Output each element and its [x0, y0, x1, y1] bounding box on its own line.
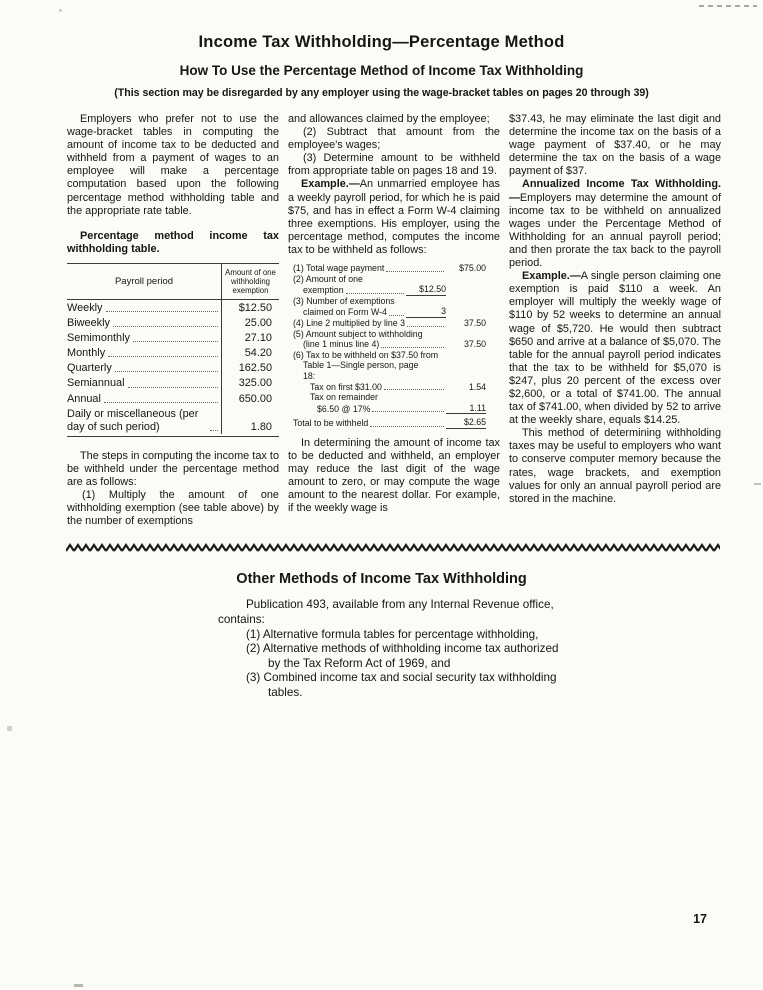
computation-table	[288, 263, 500, 429]
dot-leader	[372, 411, 444, 412]
dot-leader	[133, 341, 218, 342]
payroll-period-cell: Weekly	[67, 301, 103, 314]
payroll-period-cell: Annual	[67, 392, 101, 405]
computation-text: (4) Line 2 multiplied by line 3	[293, 318, 405, 328]
computation-text: (5) Amount subject to withholding	[293, 328, 423, 339]
computation-mid-value: 3	[406, 306, 446, 318]
page-number: 17	[693, 912, 707, 926]
dot-leader	[370, 426, 444, 427]
exemption-amount-cell: 54.20	[221, 345, 279, 360]
computation-line	[293, 350, 486, 361]
exemption-amount-cell: 25.00	[221, 315, 279, 330]
three-column-body	[0, 99, 763, 528]
dot-leader	[106, 311, 218, 312]
column-header-payroll-period: Payroll period	[114, 275, 174, 287]
withholding-table	[67, 263, 279, 437]
computation-text: 18:	[303, 370, 316, 381]
computation-text: (1) Total wage payment	[293, 263, 385, 274]
table-row	[67, 360, 279, 375]
section2-title: Other Methods of Income Tax Withholding	[236, 571, 527, 588]
table-row	[67, 375, 279, 390]
dot-leader	[407, 326, 444, 327]
example-heading: Example.—	[301, 178, 360, 191]
step-1: (1) Multiply the amount of one withholding exemption (see table above) by the number of exemptions	[67, 489, 279, 528]
computation-line	[293, 263, 486, 274]
computation-text: Tax on remainder	[310, 392, 378, 403]
zigzag-divider-icon	[66, 543, 720, 553]
computation-line	[293, 339, 486, 350]
example-text: An unmarried employee has a weekly payroll period, for which he is paid $75, and has in effect a Form W-4 claiming three exemptions. His employer, using the percentage method, computes the income tax to be withheld as follows:	[288, 178, 500, 256]
table-row	[67, 330, 279, 345]
payroll-period-cell: Semiannual	[67, 377, 125, 390]
computation-line	[293, 306, 486, 318]
paragraph-rounding: In determining the amount of income tax to be deducted and withheld, an employer may reduce the last digit of the wage amount to zero, or may compute the wage amount to the nearest dollar. For example, if the weekly wage is	[288, 436, 500, 515]
computation-right-value: 37.50	[463, 318, 486, 328]
computation-line	[293, 392, 486, 403]
scan-artifact	[699, 5, 757, 7]
publication-block	[218, 598, 568, 700]
step-3: (3) Determine amount to be withheld from appropriate table on pages 18 and 19.	[288, 152, 500, 178]
publication-item: (3) Combined income tax and social security tax withholding tables.	[246, 671, 557, 699]
scan-artifact	[74, 984, 83, 987]
publication-item: (1) Alternative formula tables for percentage withholding,	[246, 627, 539, 641]
column-3	[509, 113, 721, 528]
computation-text: claimed on Form W-4	[303, 307, 387, 318]
exemption-amount-cell: 162.50	[221, 360, 279, 375]
computation-line	[293, 360, 486, 371]
exemption-amount-cell: 27.10	[221, 330, 279, 345]
annualized-text: Employers may determine the amount of income tax to be withheld on annualized wages under the Percentage Method of Withholding for an annual payroll period; and then prorate the tax back to the payroll period.	[509, 191, 721, 270]
dot-leader	[128, 387, 218, 388]
page-header	[0, 0, 763, 99]
computation-right-value: $2.65	[446, 417, 486, 429]
computation-line	[293, 403, 486, 415]
step-2: (2) Subtract that amount from the employee's wages;	[288, 126, 500, 152]
publication-intro: Publication 493, available from any Internal Revenue office, contains:	[218, 598, 554, 626]
annualized-paragraph	[509, 178, 721, 270]
payroll-period-cell: Daily or miscellaneous (per day of such period)	[67, 407, 199, 433]
dot-leader	[389, 315, 404, 316]
example-text: A single person claiming one exemption is paid $110 a week. An employer will multiply the weekly wage of $110 by 52 weeks to determine an annual wage of $5,720. He would then subtract $650 and arrive at a balance of $5,070. The table for the annual payroll period indicates that the tax to be withheld for $5,070 is $247, plus 20 percent of the excess over $2,600, or a total of $741.00. The annual tax of $741.00, when divided by 52 to arrive at the weekly share, equals $14.25.	[509, 270, 721, 427]
exemption-amount-cell: 325.00	[221, 375, 279, 390]
computation-line	[293, 296, 486, 307]
table-row	[67, 391, 279, 406]
column-1	[67, 113, 279, 528]
computation-line	[293, 417, 486, 429]
computation-line	[293, 318, 486, 329]
computation-line	[293, 382, 486, 393]
example-paragraph	[509, 270, 721, 427]
computation-text: (2) Amount of one	[293, 273, 363, 284]
computation-line	[293, 371, 486, 382]
computation-text: (6) Tax to be withheld on $37.50 from	[293, 349, 439, 360]
publication-item: (2) Alternative methods of withholding income tax authorized by the Tax Reform Act of 1969, and	[246, 642, 559, 670]
dot-leader	[384, 389, 444, 390]
payroll-period-cell: Biweekly	[67, 317, 110, 330]
paragraph-continuation: $37.43, he may eliminate the last digit and determine the income tax on the basis of a wage payment of $37.40, or he may determine the tax on the basis of a wage payment of $37.	[509, 113, 721, 178]
disregard-note: (This section may be disregarded by any employer using the wage-bracket tables on pages 20 through 39)	[114, 87, 649, 99]
dot-leader	[115, 371, 218, 372]
computation-text: exemption	[303, 285, 344, 296]
computation-right-value: $75.00	[459, 263, 486, 274]
dot-leader	[381, 347, 444, 348]
computation-line	[293, 329, 486, 340]
computation-text: Total to be withheld	[293, 418, 369, 429]
scan-artifact	[754, 483, 761, 485]
annualized-heading: Annualized Income Tax Withholding.—	[509, 178, 721, 204]
dot-leader	[113, 326, 218, 327]
computation-text: $6.50 @ 17%	[317, 403, 371, 414]
table-row	[67, 300, 279, 315]
table-row	[67, 315, 279, 330]
dot-leader	[108, 356, 218, 357]
payroll-period-cell: Monthly	[67, 347, 106, 360]
paragraph-computer-memory: This method of determining withholding taxes may be useful to employers who want to conserve computer memory because the rates, wage brackets, and exemption values for only an annual payroll period are stored in the machine.	[509, 427, 721, 505]
payroll-period-cell: Quarterly	[67, 362, 112, 375]
computation-text: Tax on first $31.00	[310, 381, 382, 392]
example-paragraph	[288, 178, 500, 257]
scan-artifact	[7, 726, 12, 731]
dot-leader	[346, 293, 404, 294]
computation-right-value: 1.54	[468, 381, 486, 392]
withholding-table-body	[67, 300, 279, 436]
exemption-amount-cell: $12.50	[221, 300, 279, 315]
column-2	[288, 113, 500, 528]
table-row	[67, 406, 279, 434]
dot-leader	[386, 271, 444, 272]
table-caption: Percentage method income tax withholding table.	[67, 229, 279, 255]
computation-text: Table 1—Single person, page	[303, 360, 419, 371]
divider-row	[0, 528, 763, 558]
dot-leader	[210, 430, 218, 431]
paragraph-continuation: and allowances claimed by the employee;	[288, 113, 490, 125]
exemption-amount-cell: 1.80	[221, 406, 279, 434]
computation-right-value: 1.11	[446, 403, 486, 415]
payroll-period-cell: Semimonthly	[67, 332, 130, 345]
computation-right-value: 37.50	[463, 339, 486, 350]
dot-leader	[104, 402, 218, 403]
example-heading: Example.—	[522, 270, 581, 283]
page-title: Income Tax Withholding—Percentage Method	[198, 33, 565, 51]
computation-mid-value: $12.50	[406, 284, 446, 296]
scan-artifact	[59, 9, 62, 12]
paragraph-steps-intro: The steps in computing the income tax to be withheld under the percentage method are as follows:	[67, 449, 279, 488]
section-subtitle: How To Use the Percentage Method of Income Tax Withholding	[179, 63, 584, 78]
column-header-exemption-amount: Amount of one withholding exemption	[221, 264, 279, 299]
exemption-amount-cell: 650.00	[221, 391, 279, 406]
computation-line	[293, 284, 486, 296]
paragraph-employers-prefer: Employers who prefer not to use the wage-bracket tables in computing the amount of income tax to be deducted and withheld from a payment of wages to an employee will make a percentage computation based upon the following percentage method withholding table and the appropriate rate table.	[67, 113, 279, 217]
withholding-table-header	[67, 264, 279, 300]
computation-line	[293, 274, 486, 285]
table-row	[67, 345, 279, 360]
computation-text: (3) Number of exemptions	[293, 295, 395, 306]
computation-text: (line 1 minus line 4)	[303, 339, 380, 350]
